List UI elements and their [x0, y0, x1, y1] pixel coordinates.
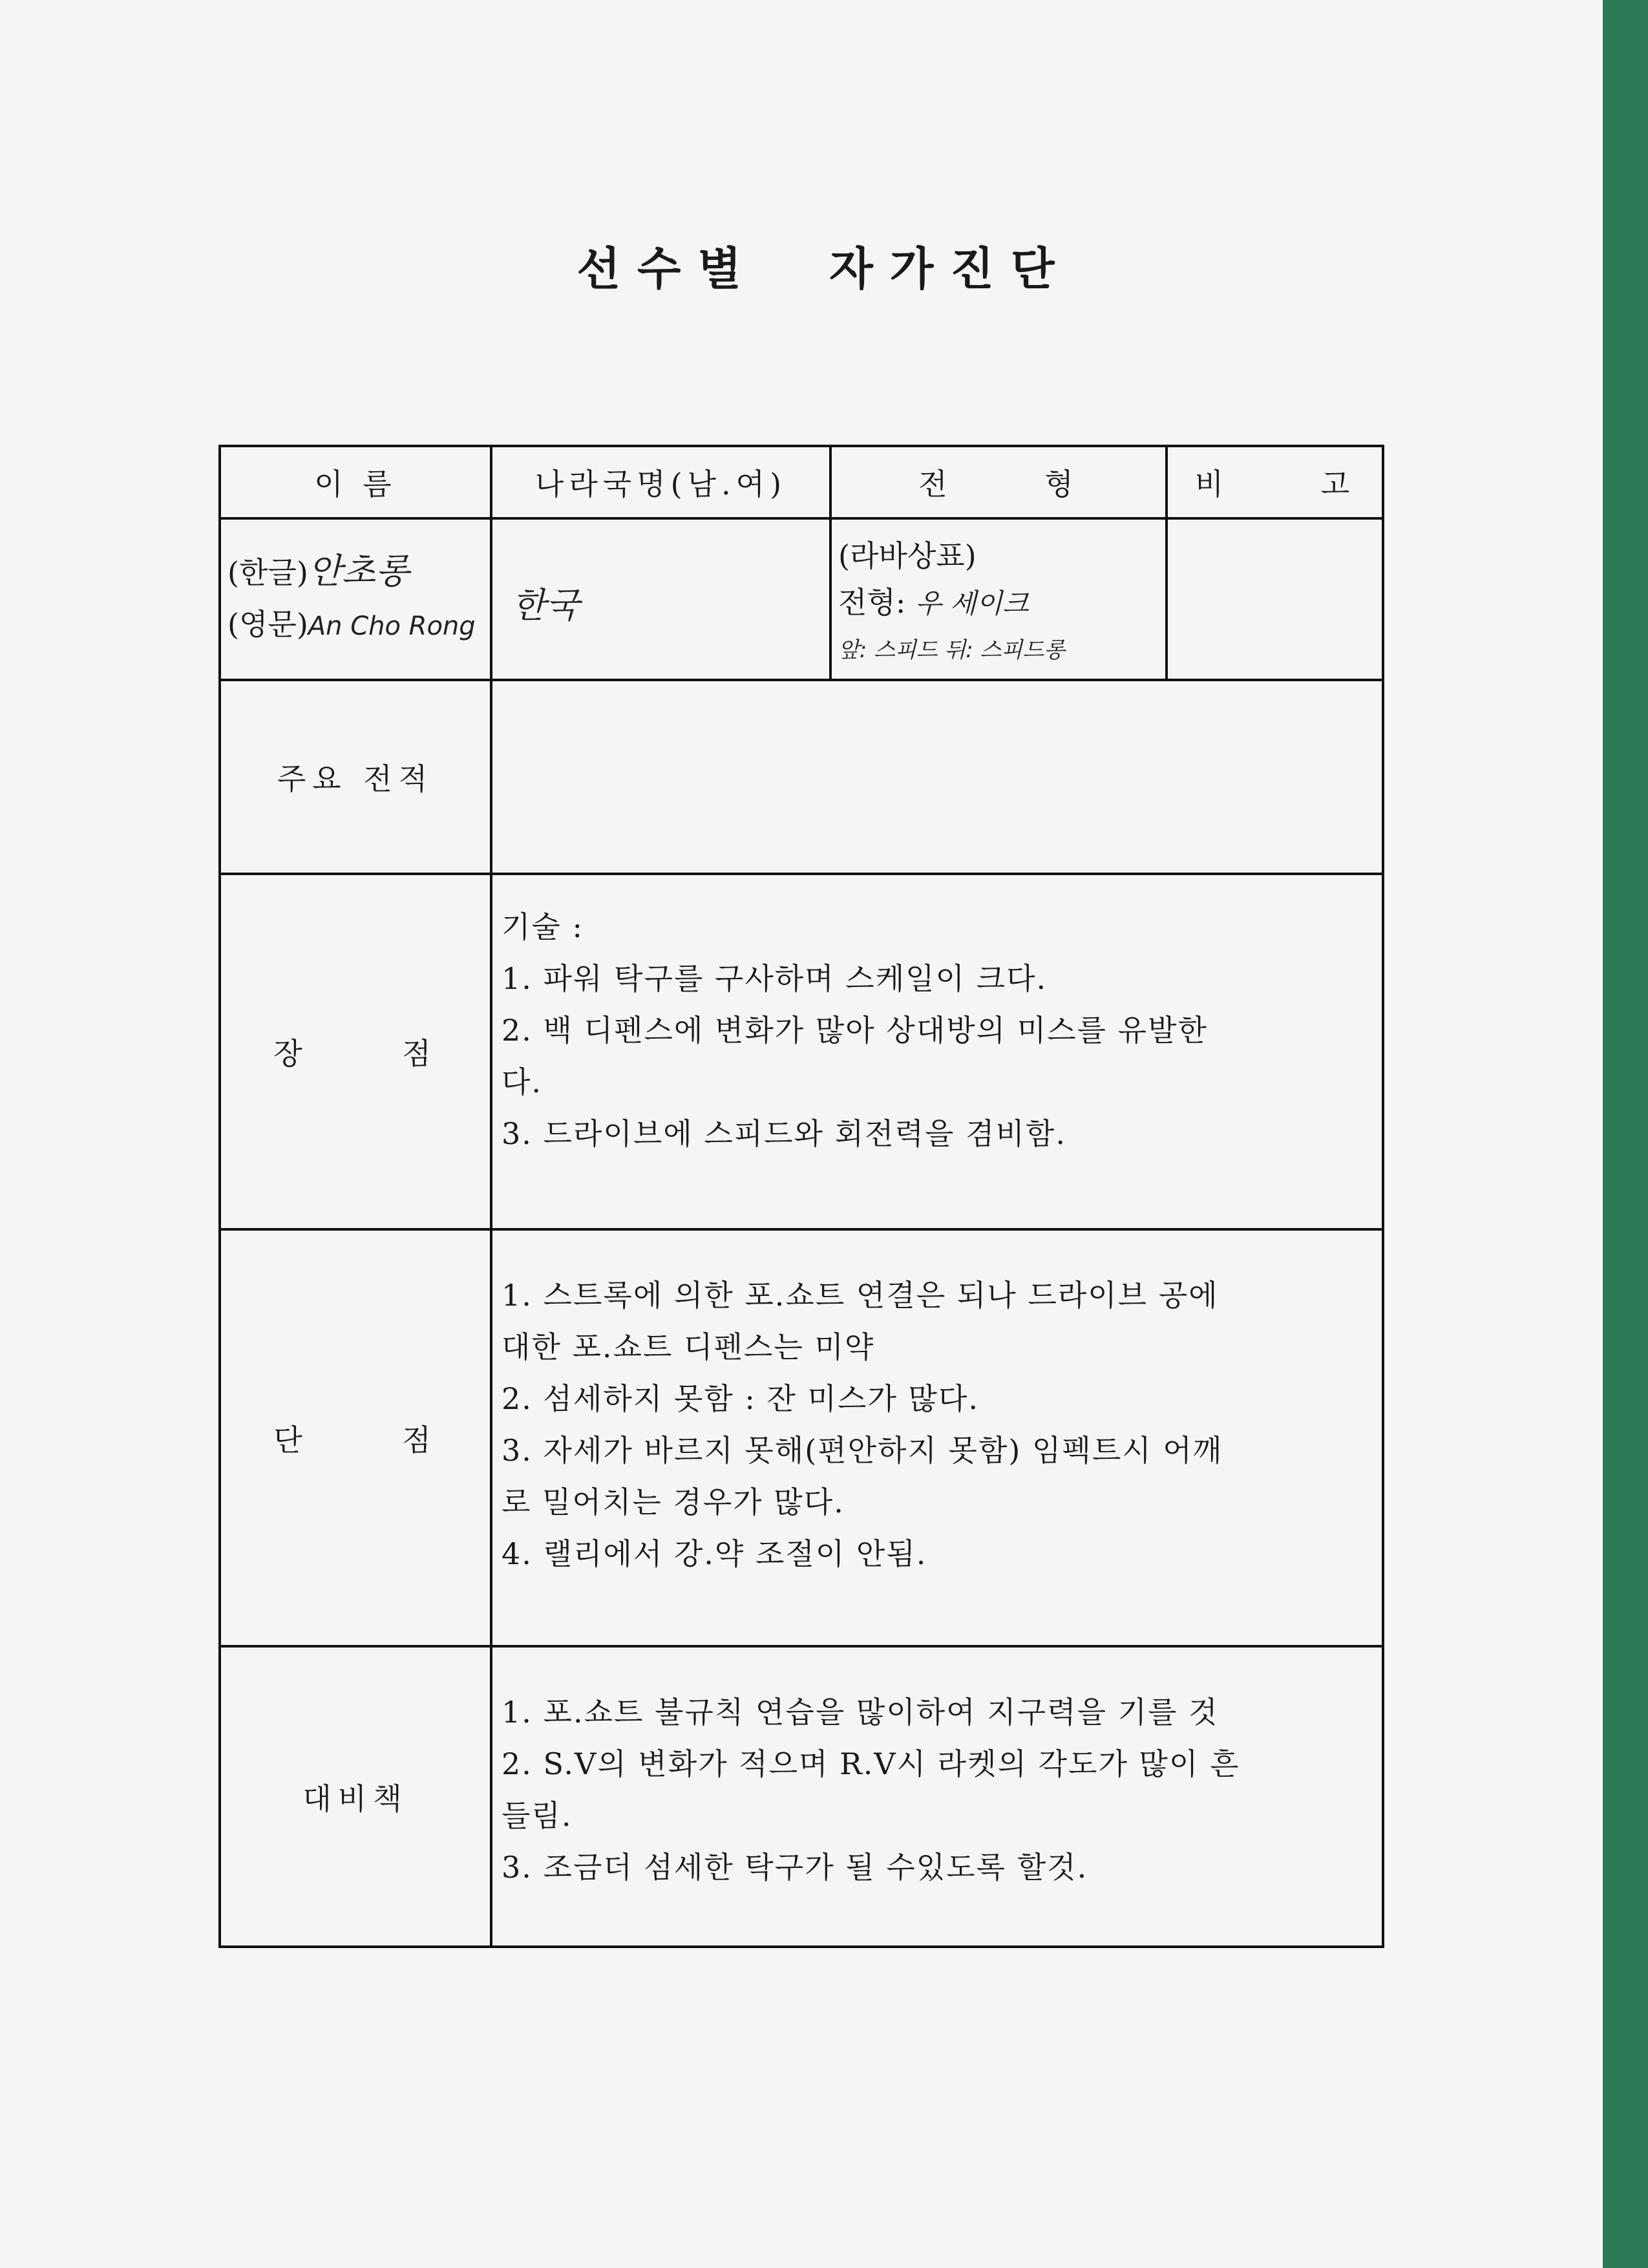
- english-name: An Cho Rong: [308, 611, 476, 641]
- header-remarks: 비 고: [1167, 446, 1383, 518]
- strengths-label: 장 점: [220, 874, 491, 1229]
- country-value: 한국: [512, 585, 580, 626]
- strengths-row: [220, 874, 1383, 1229]
- strengths-line: 1. 파워 탁구를 구사하며 스케일이 크다.: [502, 961, 1048, 996]
- weaknesses-content: [491, 1229, 1383, 1646]
- document-title: [0, 233, 1648, 298]
- weaknesses-line: 2. 섬세하지 못함 : 잔 미스가 많다.: [502, 1381, 979, 1416]
- strengths-line: 다.: [502, 1065, 543, 1099]
- style-value: 우 세이크: [915, 588, 1029, 619]
- style-cell: [830, 518, 1167, 680]
- player-row: [220, 518, 1383, 680]
- strengths-heading: 기술 :: [502, 909, 584, 944]
- header-country: [491, 446, 830, 518]
- header-country-text: 나라국명(남.여): [534, 467, 787, 502]
- major-record-content: [491, 680, 1383, 874]
- rubber-values: 앞: 스피드 뒤: 스피드롱: [838, 637, 1065, 663]
- countermeasures-line: 3. 조금더 섬세한 탁구가 될 수있도록 할것.: [502, 1850, 1088, 1885]
- countermeasures-line: 2. S.V의 변화가 적으며 R.V시 라켓의 각도가 많이 흔: [502, 1746, 1240, 1781]
- header-name: 이 름: [220, 446, 491, 518]
- weaknesses-line: 로 밀어치는 경우가 많다.: [502, 1485, 845, 1520]
- strengths-line: 2. 백 디펜스에 변화가 많아 상대방의 미스를 유발한: [502, 1013, 1208, 1048]
- weaknesses-line: 4. 랠리에서 강.약 조절이 안됨.: [502, 1536, 927, 1571]
- rubber-label: (라바상표): [838, 538, 977, 573]
- major-record-label: 주요 전적: [220, 680, 491, 874]
- strengths-content: [491, 874, 1383, 1229]
- header-style: 전 형: [830, 446, 1167, 518]
- countermeasures-content: [491, 1646, 1383, 1947]
- korean-label: (한글): [227, 555, 308, 590]
- strengths-line: 3. 드라이브에 스피드와 회전력을 겸비함.: [502, 1116, 1066, 1151]
- weaknesses-row: [220, 1229, 1383, 1646]
- scan-edge: [1603, 0, 1648, 2268]
- style-label: 전형:: [838, 585, 906, 620]
- country-cell: [491, 518, 830, 680]
- name-cell: [220, 518, 491, 680]
- korean-name: 안초롱: [308, 551, 410, 591]
- countermeasures-line: 들림.: [502, 1798, 573, 1833]
- weaknesses-line: 3. 자세가 바르지 못해(편안하지 못함) 임펙트시 어깨: [502, 1433, 1223, 1468]
- title-part2: 자가진단: [829, 242, 1072, 295]
- weaknesses-line: 대한 포.쇼트 디펜스는 미약: [502, 1330, 875, 1364]
- english-label: (영문): [227, 607, 308, 642]
- major-record-row: [220, 680, 1383, 874]
- weaknesses-line: 1. 스트록에 의한 포.쇼트 연결은 되나 드라이브 공에: [502, 1278, 1219, 1313]
- countermeasures-row: [220, 1646, 1383, 1947]
- diagnosis-table: [218, 445, 1384, 1948]
- header-row: [220, 446, 1383, 518]
- countermeasures-line: 1. 포.쇼트 불규칙 연습을 많이하여 지구력을 기를 것: [502, 1695, 1219, 1730]
- weaknesses-label: 단 점: [220, 1229, 491, 1646]
- title-part1: 선수별: [576, 242, 759, 295]
- remarks-cell: [1167, 518, 1383, 680]
- countermeasures-label: 대비책: [220, 1646, 491, 1947]
